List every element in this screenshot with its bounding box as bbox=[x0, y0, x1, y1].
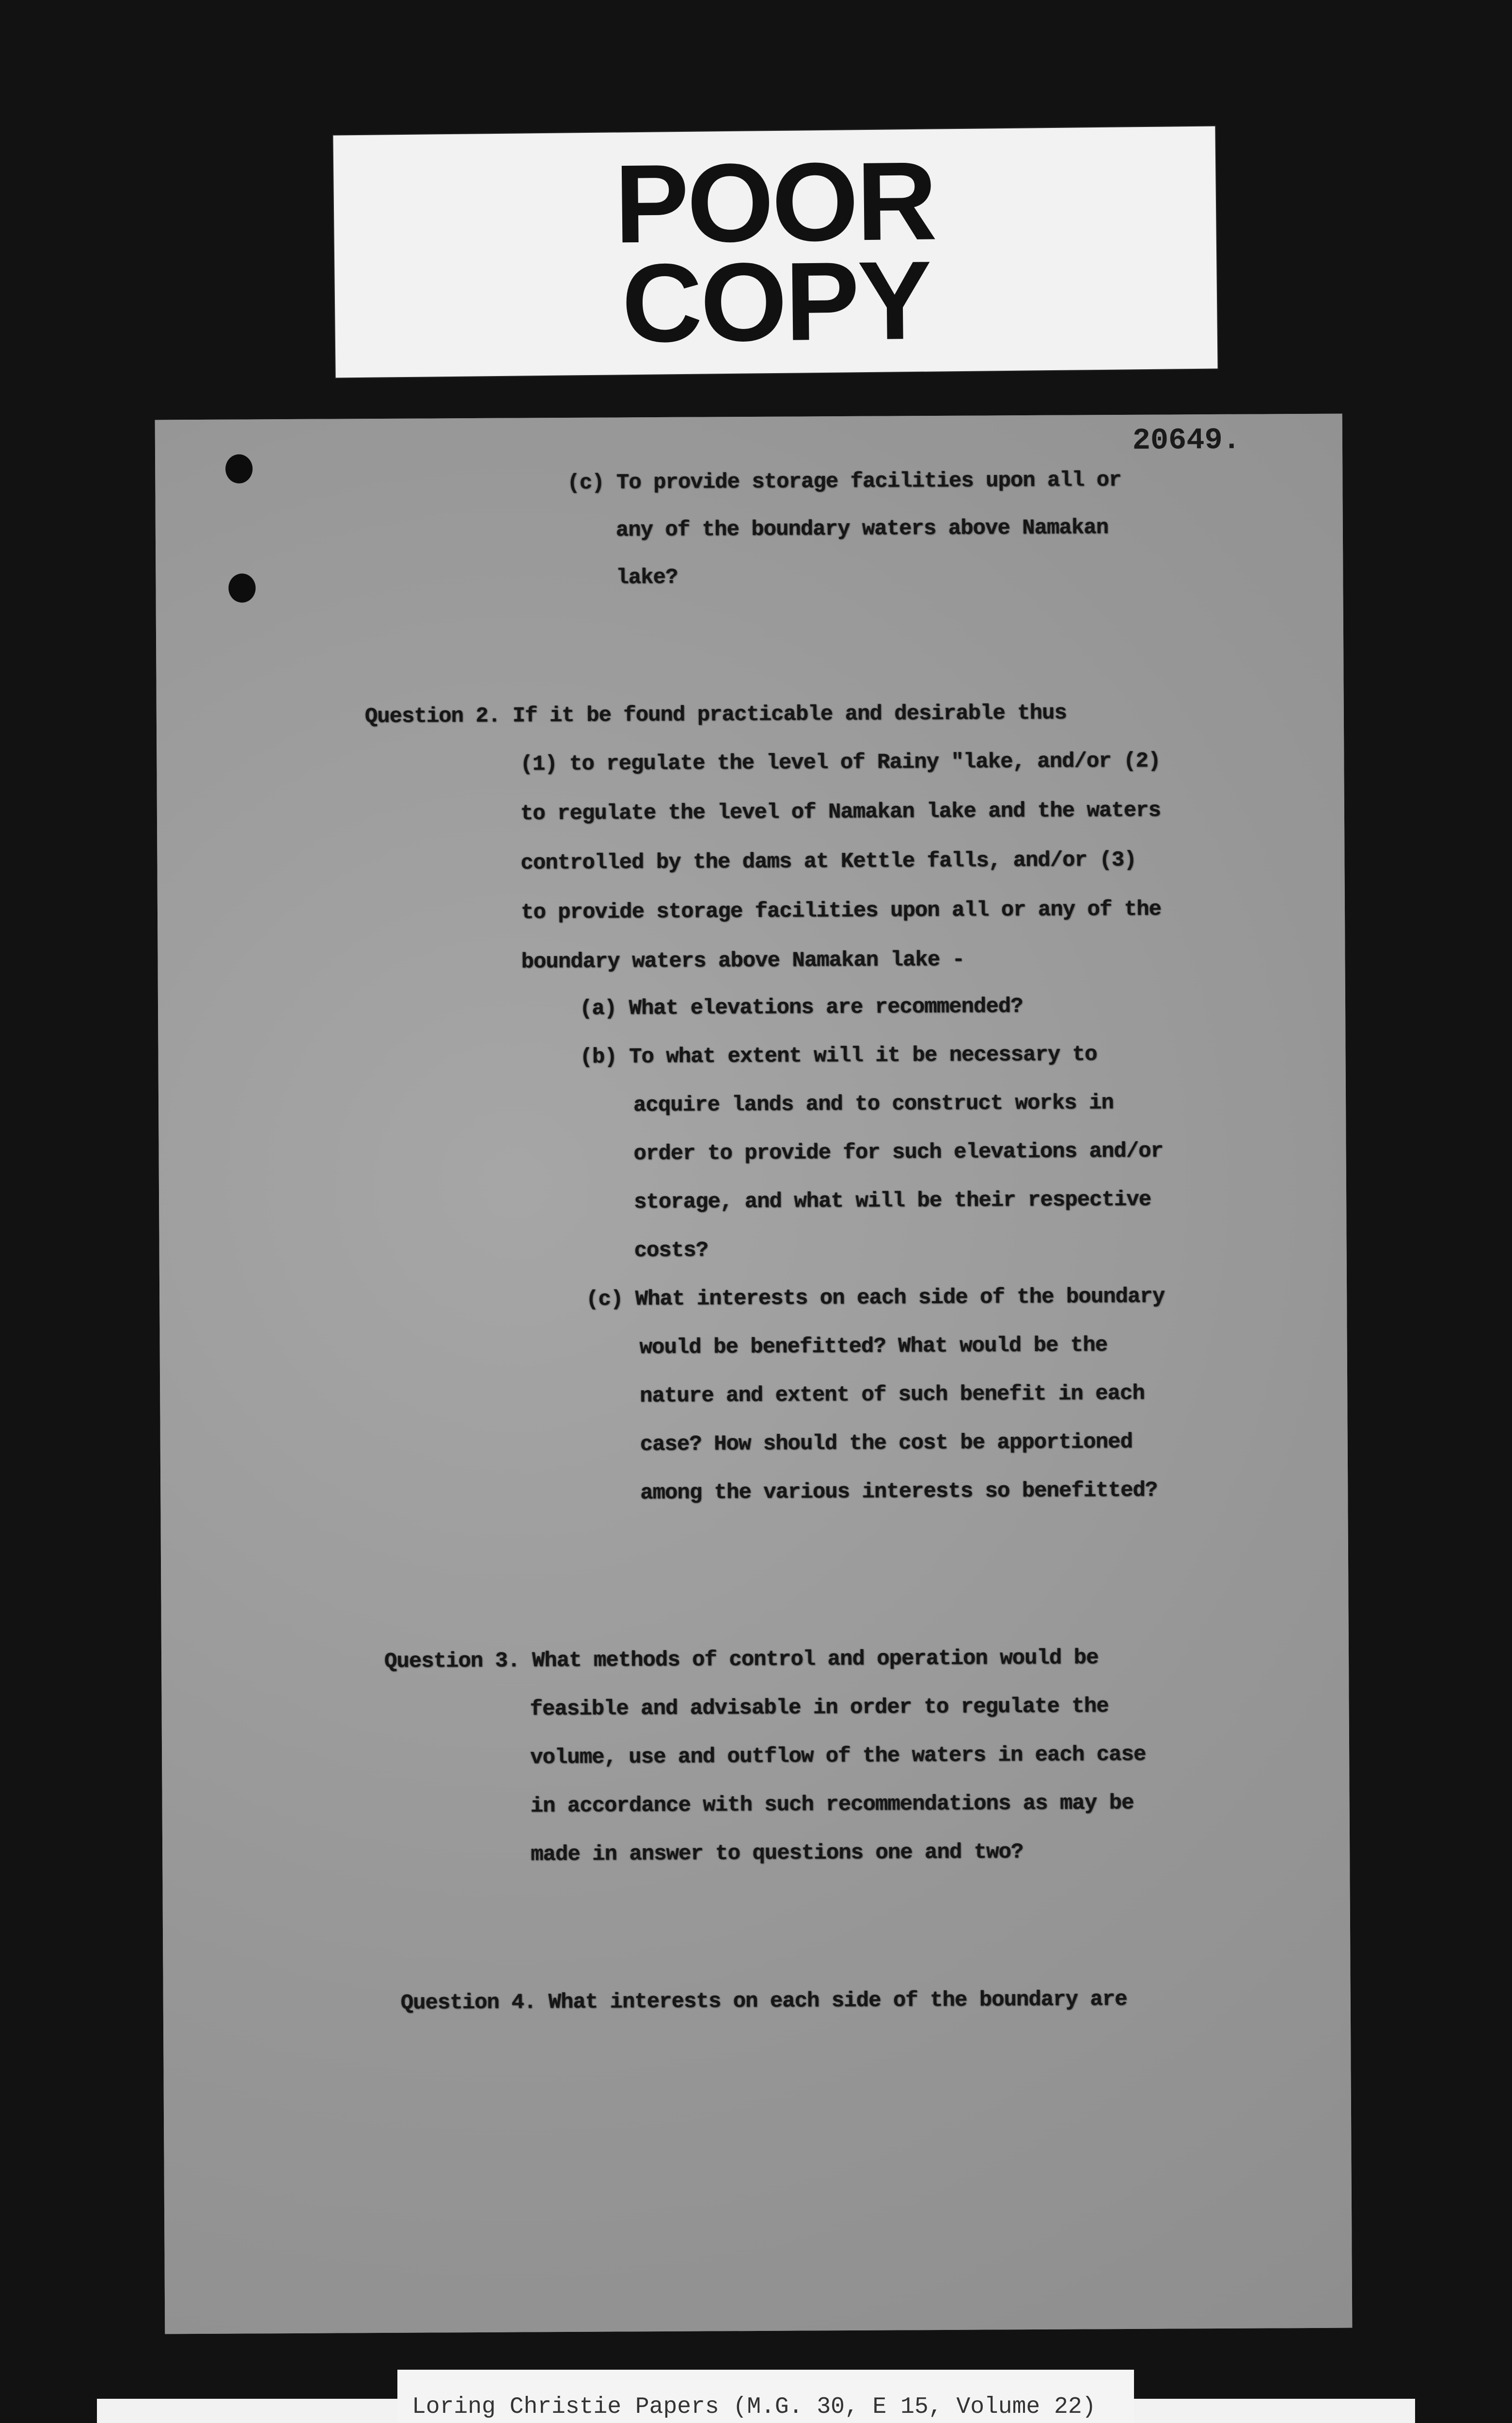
page-number: 20649. bbox=[1132, 423, 1241, 458]
typed-line: acquire lands and to construct works in bbox=[633, 1091, 1114, 1118]
typed-line: to regulate the level of Namakan lake and the waters bbox=[520, 798, 1161, 826]
poor-copy-line-1: POOR bbox=[614, 138, 936, 267]
typed-line: feasible and advisable in order to regulate the bbox=[530, 1694, 1109, 1722]
typed-line: to provide storage facilities upon all or any of the bbox=[520, 897, 1162, 925]
typed-line: any of the boundary waters above Namakan bbox=[615, 516, 1109, 543]
typed-line: in accordance with such recommendations as may be bbox=[530, 1791, 1134, 1819]
typed-page bbox=[155, 414, 1353, 2334]
typed-line: Question 4. What interests on each side of the boundary are bbox=[400, 1987, 1127, 2015]
typed-line: (a) What elevations are recommended? bbox=[579, 994, 1023, 1021]
typed-line: order to provide for such elevations and/or bbox=[633, 1139, 1164, 1166]
typed-line: storage, and what will be their respective bbox=[634, 1187, 1151, 1215]
typed-line: (1) to regulate the level of Rainy "lake, and/or (2) bbox=[520, 749, 1161, 777]
collection-label-text: Loring Christie Papers (M.G. 30, E 15, Volume 22) bbox=[412, 2394, 1096, 2420]
poor-copy-label bbox=[333, 126, 1217, 378]
typed-line: controlled by the dams at Kettle falls, and/or (3) bbox=[520, 848, 1136, 876]
punch-hole-icon bbox=[225, 454, 252, 483]
typed-line: volume, use and outflow of the waters in each case bbox=[530, 1742, 1146, 1770]
typed-line: costs? bbox=[634, 1238, 709, 1263]
typed-line: boundary waters above Namakan lake - bbox=[521, 947, 965, 975]
typed-line: would be benefitted? What would be the bbox=[639, 1333, 1108, 1360]
typed-line: made in answer to questions one and two? bbox=[531, 1840, 1024, 1867]
typed-line: nature and extent of such benefit in each bbox=[640, 1381, 1145, 1409]
typed-line: among the various interests so benefitted? bbox=[640, 1478, 1158, 1506]
typed-line: (b) To what extent will it be necessary to bbox=[580, 1042, 1097, 1070]
punch-hole-icon bbox=[228, 573, 255, 602]
typed-line: case? How should the cost be apportioned bbox=[640, 1430, 1133, 1457]
poor-copy-line-2: COPY bbox=[621, 237, 931, 366]
typed-line: lake? bbox=[616, 565, 678, 590]
typed-line: (c) To provide storage facilities upon all or bbox=[567, 468, 1121, 495]
collection-label bbox=[397, 2370, 1134, 2423]
typed-line: Question 2. If it be found practicable and desirable thus bbox=[364, 701, 1067, 729]
typed-line: (c) What interests on each side of the boundary bbox=[586, 1284, 1165, 1312]
typed-line: Question 3. What methods of control and operation would be bbox=[384, 1646, 1099, 1674]
